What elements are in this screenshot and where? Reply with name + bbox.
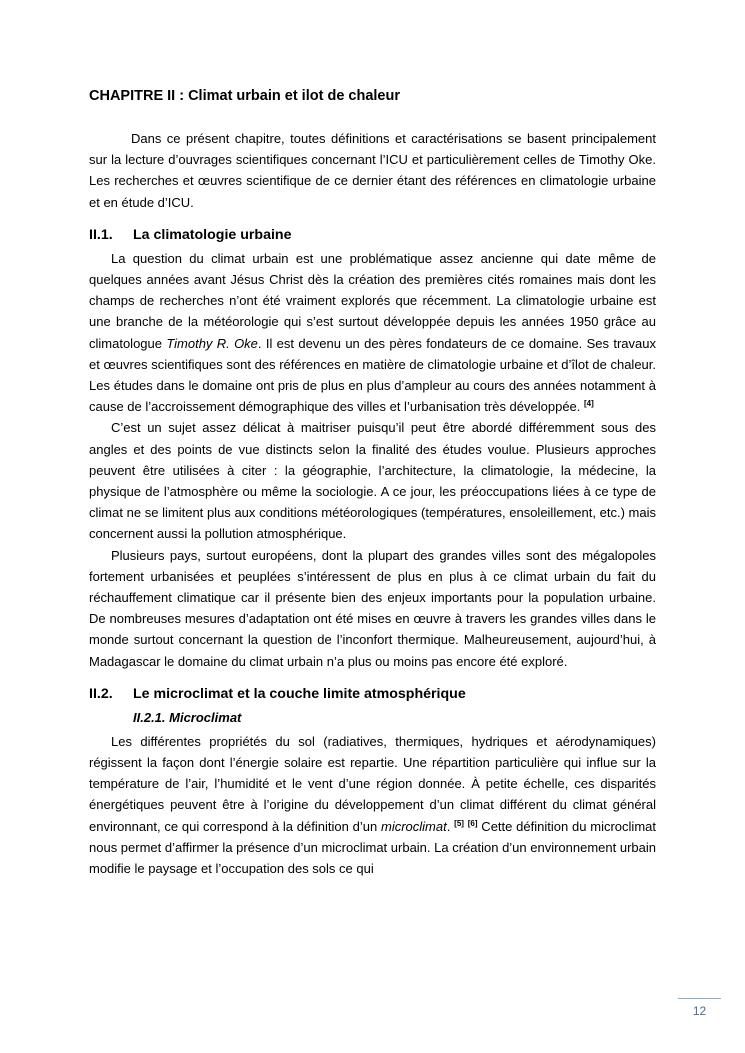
chapter-title: CHAPITRE II : Climat urbain et ilot de chaleur (89, 88, 400, 104)
term-microclimat: microclimat (381, 818, 447, 834)
subsection-heading: II.2.1. Microclimat (133, 709, 242, 725)
section-number: II.1. (89, 226, 113, 243)
text-run: . (446, 818, 455, 834)
body-paragraph (89, 248, 656, 418)
section-heading-microclimat (89, 686, 656, 702)
body-paragraph: C’est un sujet assez délicat à maitriser puisqu’il peut être abordé différemment sous des angles et des points de vue distincts selon la finalité des études voulue. Plusieurs approches peuvent être utilisées à citer : la géographie, l’architecture, la climatologie, la médecine, la physique de l’atmosphère ou même la sociologie. A ce jour, les préoccupations liées à ce type de climat ne se limitent plus aux conditions météorologiques (températures, ensoleillement, etc.) mais concernent aussi la pollution atmosphérique. (89, 420, 656, 542)
body-paragraph (89, 731, 656, 879)
text-run: La question du climat urbain est une problématique assez ancienne qui date même de quelques années avant Jésus Christ dès la création des premières cités romaines mais dont les champs de recherches n’ont été vraiment explorés que récemment. La climatologie urbaine est une branche de la météorologie qui s’est surtout développée depuis les années 1950 grâce au climatologue (89, 250, 656, 351)
section-heading-climatologie (89, 227, 656, 243)
body-paragraph: Plusieurs pays, surtout européens, dont la plupart des grandes villes sont des mégalopoles fortement urbanisées et peuplées s’intéressent de plus en plus à ce climat urbain du fait du réchauffement climatique car il présente bien des enjeux importants pour la population urbaine. De nombreuses mesures d’adaptation ont été mises en œuvre à travers les grandes villes dans le monde surtout concernant la question de l’inconfort thermique. Malheureusement, aujourd’hui, à Madagascar le domaine du climat urbain n’a plus ou moins pas encore été exploré. (89, 547, 656, 669)
text-run: Cette définition du microclimat nous permet d’affirmer la présence d’un microclimat urbain. La création d’un environnement urbain modifie le paysage et l’occupation des sols ce qui (89, 818, 657, 877)
section-title: La climatologie urbaine (133, 226, 292, 243)
page-content (89, 88, 656, 879)
section-title: Le microclimat et la couche limite atmosphérique (133, 685, 466, 702)
citation-ref: [4] (584, 399, 594, 409)
text-run: . Il est devenu un des pères fondateurs de ce domaine. Ses travaux et œuvres scientifiques sont des références en matière de climatologie urbaine et d’îlot de chaleur. Les études dans le domaine ont pris de plus en plus d’ampleur au cours des années notamment à cause de l’accroissement démographique des villes et l’urbanisation très développée. (89, 335, 656, 415)
citation-ref: [5] (454, 818, 464, 828)
text-run: Les différentes propriétés du sol (radiatives, thermiques, hydriques et aérodynamiques) régissent la façon dont l’énergie solaire est repartie. Une répartition particulière qui influe sur la température de l’air, l’humidité et le vent d’une région donnée. À petite échelle, ces disparités énergétiques peuvent être à l’origine du développement d’un climat différent du climat général environnant, ce qui correspond à la définition d’un (89, 733, 656, 834)
citation-ref: [6] (467, 818, 478, 828)
section-number: II.2. (89, 685, 113, 702)
page-number: 12 (678, 998, 721, 1018)
author-name: Timothy R. Oke (166, 335, 258, 351)
intro-paragraph: Dans ce présent chapitre, toutes définitions et caractérisations se basent principalement sur la lecture d’ouvrages scientifiques concernant l’ICU et particulièrement celles de Timothy Oke. Les recherches et œuvres scientifique de ce dernier étant des références en climatologie urbaine et en étude d’ICU. (89, 131, 656, 210)
